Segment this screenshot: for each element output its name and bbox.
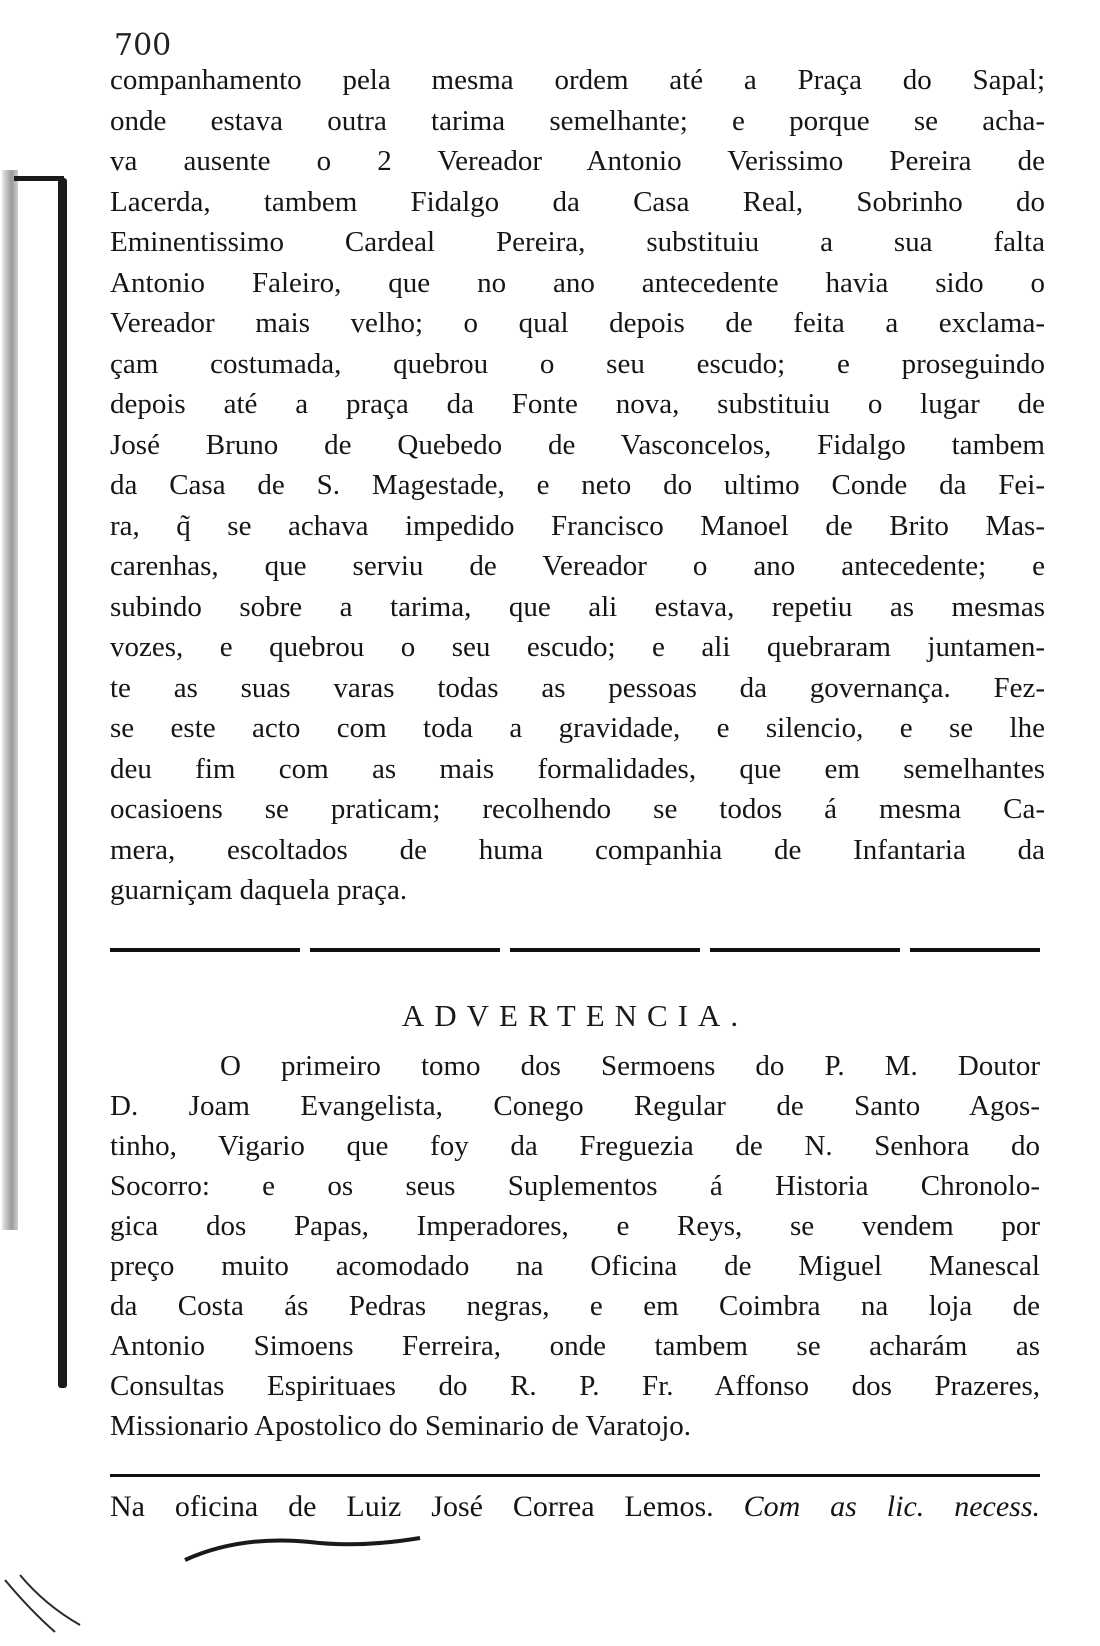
body-line: depois até a praça da Fonte nova, substituiu o lugar de (110, 388, 1045, 420)
notice-line: Socorro: e os seus Suplementos á Historia Chronolo- (110, 1170, 1040, 1202)
scratch-mark-icon (0, 1570, 90, 1640)
body-line: subindo sobre a tarima, que ali estava, repetiu as mesmas (110, 590, 1045, 623)
ink-flourish-icon (180, 1530, 440, 1570)
body-text (110, 60, 1045, 911)
body-line: onde estava outra tarima semelhante; e porque se acha- (110, 104, 1045, 137)
notice-line: Antonio Simoens Ferreira, onde tambem se acharám as (110, 1330, 1040, 1362)
body-line: José Bruno de Quebedo de Vasconcelos, Fidalgo tambem (110, 428, 1045, 461)
page-number: 700 (114, 28, 172, 63)
body-line: va ausente o 2 Vereador Antonio Verissimo Pereira de (110, 145, 1045, 177)
binding-shadow (2, 170, 18, 1230)
notice-line: O primeiro tomo dos Sermoens do P. M. Doutor (220, 1050, 1040, 1082)
notice-heading: ADVERTENCIA. (401, 998, 749, 1033)
body-line: Eminentissimo Cardeal Pereira, substituiu a sua falta (110, 226, 1045, 258)
notice-line-last: Missionario Apostolico do Seminario de Varatojo. (110, 1410, 692, 1442)
notice-line: gica dos Papas, Imperadores, e Reys, se vendem por (110, 1210, 1040, 1242)
imprint-printer: Na oficina de Luiz José Correa Lemos. (110, 1490, 714, 1523)
body-line: se este acto com toda a gravidade, e silencio, e se lhe (110, 712, 1045, 744)
body-line: mera, escoltados de huma companhia de Infantaria da (110, 833, 1045, 866)
body-line: Vereador mais velho; o qual depois de feita a exclama- (110, 307, 1045, 339)
notice-text (110, 1046, 1040, 1446)
notice-line: preço muito acomodado na Oficina de Miguel Manescal (110, 1250, 1040, 1282)
body-line: da Casa de S. Magestade, e neto do ultimo Conde da Fei- (110, 469, 1045, 501)
imprint-license: Com as lic. necess. (743, 1490, 1041, 1523)
body-line: deu fim com as mais formalidades, que em semelhantes (110, 752, 1045, 785)
body-line: companhamento pela mesma ordem até a Praça do Sapal; (110, 64, 1045, 96)
notice-line: da Costa ás Pedras negras, e em Coimbra na loja de (110, 1290, 1040, 1322)
notice-line: tinho, Vigario que foy da Freguezia de N. Senhora do (110, 1130, 1040, 1162)
imprint-divider (110, 1474, 1040, 1477)
notice-line: D. Joam Evangelista, Conego Regular de Santo Agos- (110, 1090, 1040, 1122)
body-line: ocasioens se praticam; recolhendo se todos á mesma Ca- (110, 793, 1045, 825)
section-divider (110, 948, 1040, 952)
body-line: Antonio Faleiro, que no ano antecedente havia sido o (110, 266, 1045, 299)
body-line: vozes, e quebrou o seu escudo; e ali quebraram juntamen- (110, 631, 1045, 663)
body-line: Lacerda, tambem Fidalgo da Casa Real, Sobrinho do (110, 185, 1045, 218)
body-line: te as suas varas todas as pessoas da governança. Fez- (110, 671, 1045, 704)
body-line: carenhas, que serviu de Vereador o ano antecedente; e (110, 550, 1045, 582)
body-line-last: guarniçam daquela praça. (110, 874, 408, 906)
body-line: çam costumada, quebrou o seu escudo; e proseguindo (110, 347, 1045, 380)
notice-line: Consultas Espirituaes do R. P. Fr. Affonso dos Prazeres, (110, 1370, 1040, 1402)
body-line: ra, q̃ se achava impedido Francisco Manoel de Brito Mas- (110, 509, 1045, 542)
margin-rule-top (14, 176, 64, 181)
margin-rule (58, 178, 67, 1388)
imprint (110, 1490, 1040, 1524)
